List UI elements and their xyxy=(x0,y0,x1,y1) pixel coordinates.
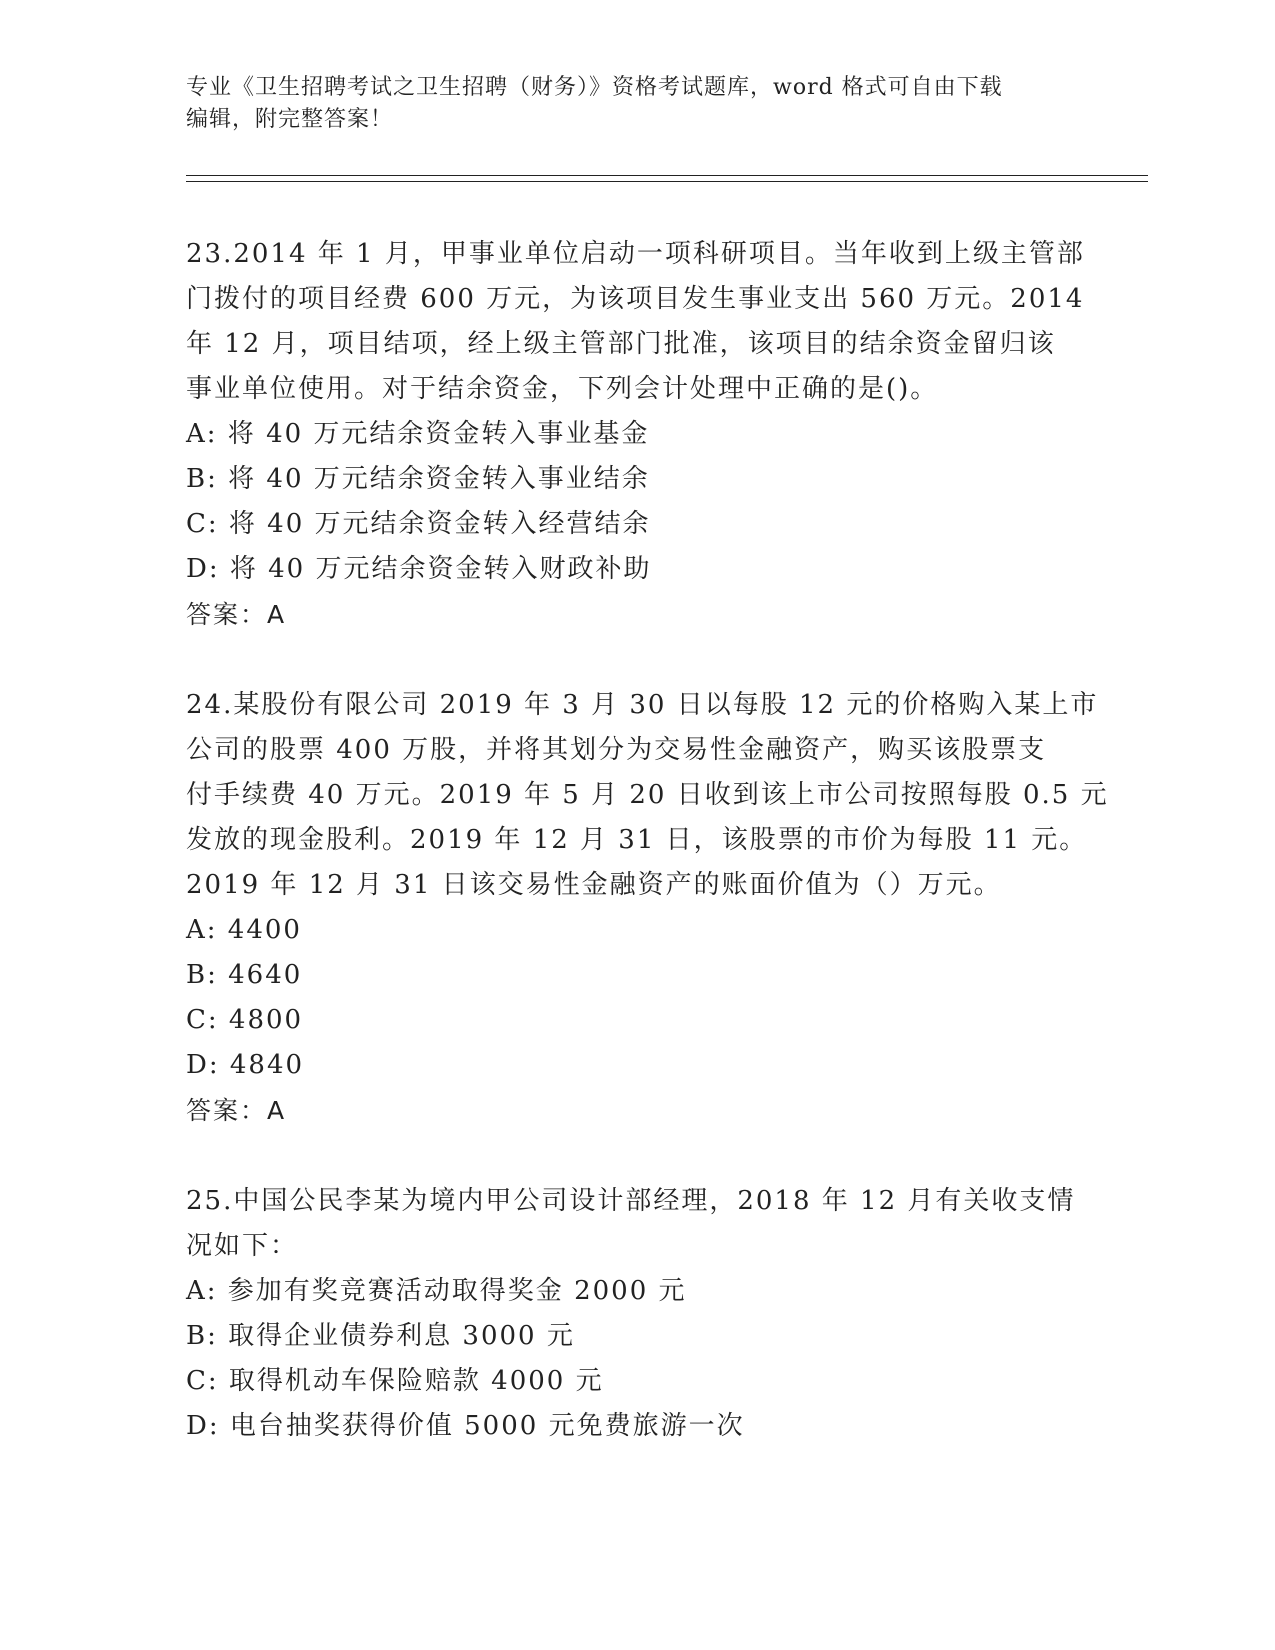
answer: 答案：A xyxy=(186,600,287,629)
option-d: D: 将 40 万元结余资金转入财政补助 xyxy=(186,554,652,584)
stem-line: 事业单位使用。对于结余资金，下列会计处理中正确的是()。 xyxy=(186,374,939,404)
stem-line: 2019 年 12 月 31 日该交易性金融资产的账面价值为（）万元。 xyxy=(186,870,1002,900)
option-b: B: 将 40 万元结余资金转入事业结余 xyxy=(186,464,650,494)
question-25 xyxy=(186,1179,1086,1449)
stem-line: 门拨付的项目经费 600 万元，为该项目发生事业支出 560 万元。2014 xyxy=(186,284,1085,314)
stem-line: 况如下： xyxy=(186,1231,299,1261)
option-a: A: 参加有奖竞赛活动取得奖金 2000 元 xyxy=(186,1276,687,1306)
stem-line: 付手续费 40 万元。2019 年 5 月 20 日收到该上市公司按照每股 0.5 元 xyxy=(186,780,1109,810)
option-c: C: 4800 xyxy=(186,1005,304,1035)
option-b: B: 取得企业债券利息 3000 元 xyxy=(186,1321,575,1351)
stem-line: 24.某股份有限公司 2019 年 3 月 30 日以每股 12 元的价格购入某上市 xyxy=(186,690,1099,720)
option-b: B: 4640 xyxy=(186,960,303,990)
option-a: A: 将 40 万元结余资金转入事业基金 xyxy=(186,419,650,449)
stem-line: 发放的现金股利。2019 年 12 月 31 日，该股票的市价为每股 11 元。 xyxy=(186,825,1088,855)
header-divider-bottom xyxy=(186,181,1148,182)
option-c: C: 取得机动车保险赔款 4000 元 xyxy=(186,1366,604,1396)
stem-line: 公司的股票 400 万股，并将其划分为交易性金融资产，购买该股票支 xyxy=(186,735,1047,765)
header-line: 编辑，附完整答案！ xyxy=(186,107,394,132)
question-stem xyxy=(186,1179,1086,1269)
document-header xyxy=(186,72,1066,136)
question-23 xyxy=(186,232,1086,637)
stem-line: 25.中国公民李某为境内甲公司设计部经理，2018 年 12 月有关收支情 xyxy=(186,1186,1076,1216)
header-divider-top xyxy=(186,175,1148,176)
question-list xyxy=(186,232,1109,1449)
question-24 xyxy=(186,683,1109,1133)
stem-line: 23.2014 年 1 月，甲事业单位启动一项科研项目。当年收到上级主管部 xyxy=(186,239,1085,269)
answer: 答案：A xyxy=(186,1096,287,1125)
option-d: D: 4840 xyxy=(186,1050,305,1080)
option-a: A: 4400 xyxy=(186,915,302,945)
question-stem xyxy=(186,232,1086,412)
option-c: C: 将 40 万元结余资金转入经营结余 xyxy=(186,509,651,539)
option-d: D: 电台抽奖获得价值 5000 元免费旅游一次 xyxy=(186,1411,745,1441)
header-line: 专业《卫生招聘考试之卫生招聘（财务）》资格考试题库，word 格式可自由下载 xyxy=(186,75,1003,100)
question-stem xyxy=(186,683,1109,908)
stem-line: 年 12 月，项目结项，经上级主管部门批准，该项目的结余资金留归该 xyxy=(186,329,1056,359)
